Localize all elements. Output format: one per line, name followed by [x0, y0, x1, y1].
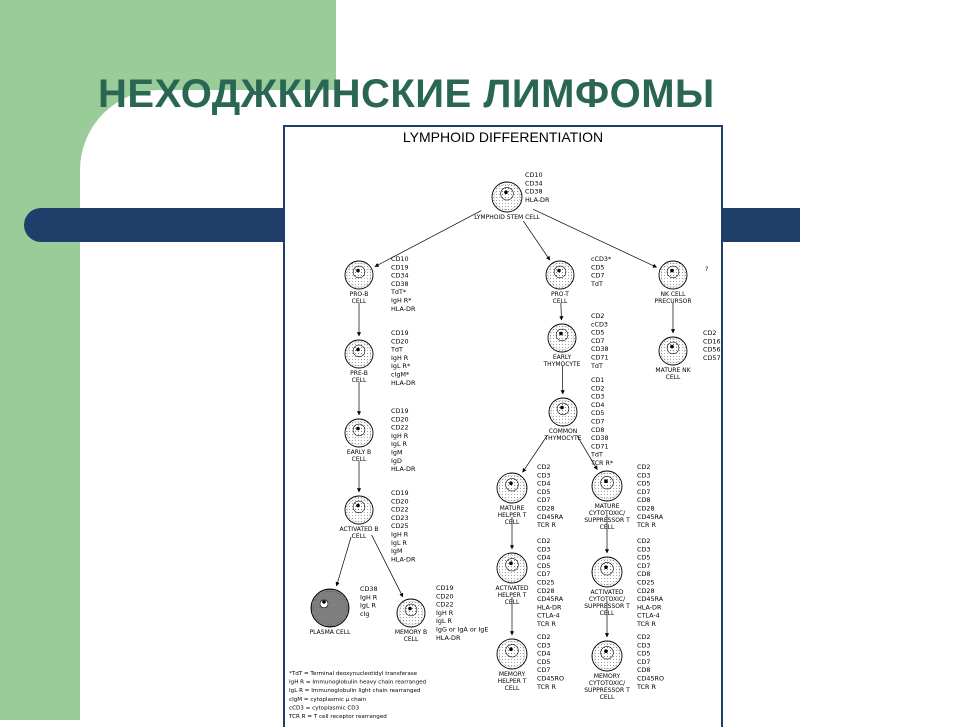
marker-label: HLA-DR [391, 465, 416, 473]
cells [310, 171, 721, 701]
marker-label: CD4 [591, 401, 604, 409]
marker-label: CD23 [391, 514, 409, 522]
marker-label: cCD3* [591, 255, 611, 263]
marker-label: CD19 [391, 329, 409, 337]
marker-label: HLA-DR [637, 603, 662, 611]
cell-label: PLASMA CELL [310, 629, 352, 636]
marker-label: CD2 [637, 537, 650, 545]
marker-label: CD45RA [537, 513, 564, 521]
marker-label: IgG or IgA or IgE [436, 626, 488, 634]
cell-label: PRE-B [350, 370, 368, 377]
footnote-line: IgH R = Immunoglobulin heavy chain rearranged [289, 680, 427, 686]
marker-label: CD1 [591, 376, 604, 384]
marker-label: CD25 [391, 522, 409, 530]
cell-label: SUPPRESSOR T [584, 687, 630, 694]
marker-label: CD38 [525, 188, 543, 196]
marker-label: CD2 [703, 329, 716, 337]
cell-label: CELL [600, 694, 615, 701]
cell-label: PRECURSOR [654, 298, 691, 305]
nucleus-icon [506, 644, 519, 657]
cell-stem [474, 171, 550, 221]
marker-label: CD19 [391, 489, 409, 497]
marker-label: CD45RO [537, 675, 564, 683]
cell-memb [395, 584, 489, 643]
marker-label: CD4 [537, 650, 550, 658]
cell-memhelper [497, 633, 564, 692]
marker-label: CD45RA [537, 595, 564, 603]
nucleolus-icon [670, 269, 674, 273]
nucleolus-icon [504, 190, 508, 194]
cell-label: CELL [352, 456, 367, 463]
marker-label: CD20 [391, 337, 409, 345]
marker-label: TCR R [636, 620, 656, 628]
differentiation-diagram [285, 127, 721, 727]
marker-label: CD3 [591, 393, 604, 401]
marker-label: CD2 [591, 312, 604, 320]
marker-label: HLA-DR [391, 379, 416, 387]
marker-label: CD38 [360, 585, 378, 593]
cell-label: MEMORY [594, 673, 621, 680]
cell-label: PRO-T [551, 291, 569, 298]
marker-label: TdT [390, 346, 403, 354]
marker-label: CD38 [591, 345, 609, 353]
cell-label: CYTOTOXIC/ [589, 596, 626, 603]
cell-label: CELL [600, 524, 615, 531]
cell-label: MATURE [595, 503, 620, 510]
marker-label: HLA-DR [391, 555, 416, 563]
cell-label: HELPER T [498, 512, 527, 519]
marker-label: CD28 [537, 505, 555, 513]
marker-label: CD2 [537, 633, 550, 641]
arrow-stem-prot [523, 221, 550, 260]
nucleus-icon [601, 646, 614, 659]
marker-label: CD5 [537, 488, 550, 496]
marker-label: CD28 [537, 587, 555, 595]
nucleolus-icon [509, 481, 513, 485]
cell-label: HELPER T [498, 592, 527, 599]
marker-label: CD19 [391, 407, 409, 415]
cell-memsuppr [584, 633, 664, 701]
cell-label: PRO-B [350, 291, 369, 298]
marker-label: CD38 [591, 434, 609, 442]
marker-label: HLA-DR [391, 305, 416, 313]
nucleolus-icon [322, 600, 326, 604]
cell-earlyt [543, 312, 609, 370]
marker-label: CD45RA [637, 595, 664, 603]
arrow-activb-plasma [337, 537, 352, 586]
marker-label: CD5 [637, 554, 650, 562]
green-side-stripe [0, 0, 80, 720]
cell-label: ACTIVATED B [339, 526, 378, 533]
marker-label: cIg [360, 610, 369, 618]
cell-label: LYMPHOID STEM CELL [474, 214, 540, 221]
cell-nkprec [654, 261, 708, 305]
footnote-line: TCR R = T cell receptor rearranged [288, 714, 387, 720]
marker-label: CD2 [637, 633, 650, 641]
marker-label: CD34 [391, 272, 409, 280]
marker-label: CD7 [637, 562, 650, 570]
marker-label: CD7 [591, 272, 604, 280]
nucleus-icon [601, 562, 614, 575]
marker-label: IgD [391, 457, 402, 465]
marker-label: CD56 [703, 346, 721, 354]
cell-label: MATURE NK [655, 367, 691, 374]
marker-label: CD5 [537, 658, 550, 666]
cell-helper [497, 463, 564, 529]
nucleolus-icon [604, 565, 608, 569]
cell-label: CELL [505, 519, 520, 526]
marker-label: CD16 [703, 337, 721, 345]
cell-prot [546, 255, 611, 305]
marker-label: CD38 [391, 280, 409, 288]
marker-label: CD5 [591, 263, 604, 271]
nucleolus-icon [408, 607, 412, 611]
marker-label: IgH R [391, 432, 409, 440]
marker-label: TdT* [390, 288, 406, 296]
marker-label: TCR R [536, 683, 556, 691]
marker-label: IgL R [360, 602, 377, 610]
marker-label: CD5 [637, 650, 650, 658]
marker-label: TdT [590, 280, 603, 288]
arrow-prot-earlyt [561, 303, 562, 320]
marker-label: CD8 [637, 666, 650, 674]
footnote [288, 671, 427, 720]
marker-label: CD7 [637, 658, 650, 666]
cell-commont [544, 376, 614, 467]
marker-label: HLA-DR [525, 196, 550, 204]
marker-label: CD19 [436, 584, 454, 592]
cell-label: CELL [352, 533, 367, 540]
marker-label: CD7 [537, 496, 550, 504]
marker-label: CD20 [391, 497, 409, 505]
marker-label: CD2 [537, 537, 550, 545]
cell-label: THYMOCYTE [543, 361, 581, 368]
marker-label: CD3 [637, 545, 650, 553]
marker-label: CD57 [703, 354, 721, 362]
marker-label: TCR R [636, 521, 656, 529]
marker-label: TCR R [636, 683, 656, 691]
cell-label: ACTIVATED [590, 589, 623, 596]
nucleolus-icon [560, 406, 564, 410]
marker-label: CD22 [436, 601, 454, 609]
nucleolus-icon [604, 479, 608, 483]
cell-label: MEMORY B [395, 629, 427, 636]
cell-preb [345, 329, 416, 387]
marker-label: CD20 [436, 592, 454, 600]
cell-label: CYTOTOXIC/ [589, 510, 626, 517]
footnote-line: *TdT = Terminal deoxynucleotidyl transferase [289, 671, 418, 677]
cell-label: MEMORY [499, 671, 526, 678]
marker-label: CD20 [391, 415, 409, 423]
cell-label: CELL [505, 685, 520, 692]
nucleolus-icon [509, 561, 513, 565]
marker-label: CTLA-4 [537, 612, 560, 620]
cell-suppr [584, 463, 663, 531]
footnote-line: IgL R = Immunoglobulin light chain rearranged [289, 688, 421, 694]
cell-label: CELL [600, 610, 615, 617]
marker-label: TCR R [536, 620, 556, 628]
marker-label: CD8 [591, 426, 604, 434]
cell-label: CELL [505, 599, 520, 606]
cell-label: CELL [553, 298, 568, 305]
footnote-line: cCD3 = cytoplasmic CD3 [289, 705, 360, 711]
nucleus-icon [506, 558, 519, 571]
cell-label: HELPER T [498, 678, 527, 685]
figure-title: LYMPHOID DIFFERENTIATION [285, 129, 721, 145]
nucleolus-icon [356, 348, 360, 352]
marker-label: CD28 [637, 587, 655, 595]
marker-label: TCR R* [590, 459, 613, 467]
cell-label: CYTOTOXIC/ [589, 680, 626, 687]
marker-label: CD3 [637, 471, 650, 479]
cell-acthelper [495, 537, 563, 628]
marker-label: TCR R [536, 521, 556, 529]
marker-label: IgL R [391, 539, 408, 547]
marker-label: CD19 [391, 263, 409, 271]
lymphoid-differentiation-figure [283, 125, 723, 727]
cell-earlyb [345, 407, 416, 473]
nucleolus-icon [356, 427, 360, 431]
cell-label: COMMON [549, 428, 577, 435]
marker-label: CD8 [637, 496, 650, 504]
nucleolus-icon [559, 332, 563, 336]
marker-label: CD71 [591, 442, 609, 450]
marker-label: IgH R [391, 531, 409, 539]
marker-label: CD7 [591, 418, 604, 426]
cell-label: EARLY [553, 354, 572, 361]
nucleolus-icon [557, 269, 561, 273]
marker-label: CD28 [637, 505, 655, 513]
marker-label: CD25 [637, 579, 655, 587]
nucleus-icon [601, 476, 614, 489]
cell-label: CELL [352, 298, 367, 305]
cell-body-icon [311, 589, 349, 627]
cell-label: NK CELL [661, 291, 687, 298]
marker-label: IgH R [436, 609, 454, 617]
marker-label: CD22 [391, 506, 409, 514]
marker-label: IgL R* [391, 362, 410, 370]
marker-label: CD5 [537, 562, 550, 570]
slide-title: НЕХОДЖКИНСКИЕ ЛИМФОМЫ [98, 72, 715, 117]
marker-label: CD34 [525, 179, 543, 187]
marker-label: CD5 [591, 409, 604, 417]
cell-label: SUPPRESSOR T [584, 603, 630, 610]
cell-label: THYMOCYTE [544, 435, 582, 442]
marker-label: CD45RA [637, 513, 664, 521]
marker-label: CD3 [537, 641, 550, 649]
marker-label: HLA-DR [537, 603, 562, 611]
marker-label: IgL R [391, 440, 408, 448]
cell-label: SUPPRESSOR T [584, 517, 630, 524]
marker-label: cCD3 [591, 320, 608, 328]
marker-label: CD7 [591, 337, 604, 345]
nucleolus-icon [509, 647, 513, 651]
cell-nkmat [655, 329, 720, 381]
marker-label: CD2 [637, 463, 650, 471]
marker-label: CD71 [591, 354, 609, 362]
marker-label: ? [705, 265, 708, 273]
nucleolus-icon [356, 504, 360, 508]
marker-label: IgL R [436, 617, 453, 625]
footnote-line: cIgM = cytoplasmic μ chain [289, 697, 367, 703]
marker-label: CD3 [637, 641, 650, 649]
nucleus-icon [506, 478, 519, 491]
nucleolus-icon [670, 345, 674, 349]
cell-label: CELL [666, 374, 681, 381]
marker-label: CD10 [391, 255, 409, 263]
marker-label: CD25 [537, 579, 555, 587]
marker-label: CD45RO [637, 675, 664, 683]
marker-label: IgH R* [391, 297, 411, 305]
marker-label: CD7 [637, 488, 650, 496]
cell-label: CELL [404, 636, 419, 643]
marker-label: cIgM* [391, 371, 409, 379]
marker-label: CD22 [391, 424, 409, 432]
cell-plasma [310, 585, 378, 636]
cell-actsuppr [584, 537, 663, 628]
marker-label: TdT [590, 451, 603, 459]
marker-label: CD3 [537, 545, 550, 553]
marker-label: IgM [391, 449, 402, 457]
nucleolus-icon [356, 269, 360, 273]
marker-label: CD4 [537, 480, 550, 488]
cell-label: ACTIVATED [495, 585, 528, 592]
nucleus-icon [501, 187, 514, 200]
marker-label: CD10 [525, 171, 543, 179]
marker-label: CD8 [637, 570, 650, 578]
marker-label: IgH R [360, 593, 378, 601]
marker-label: CD7 [537, 666, 550, 674]
marker-label: CTLA-4 [637, 612, 660, 620]
marker-label: CD3 [537, 471, 550, 479]
marker-label: CD4 [537, 554, 550, 562]
marker-label: CD5 [637, 480, 650, 488]
nucleolus-icon [604, 649, 608, 653]
marker-label: IgM [391, 547, 402, 555]
cell-label: MATURE [500, 505, 525, 512]
marker-label: CD2 [591, 384, 604, 392]
marker-label: TdT [590, 362, 603, 370]
cell-label: CELL [352, 377, 367, 384]
cell-label: EARLY B [347, 449, 371, 456]
cell-activb [339, 489, 416, 563]
marker-label: IgH R [391, 354, 409, 362]
marker-label: HLA-DR [436, 634, 461, 642]
marker-label: CD7 [537, 570, 550, 578]
marker-label: CD2 [537, 463, 550, 471]
marker-label: CD5 [591, 329, 604, 337]
